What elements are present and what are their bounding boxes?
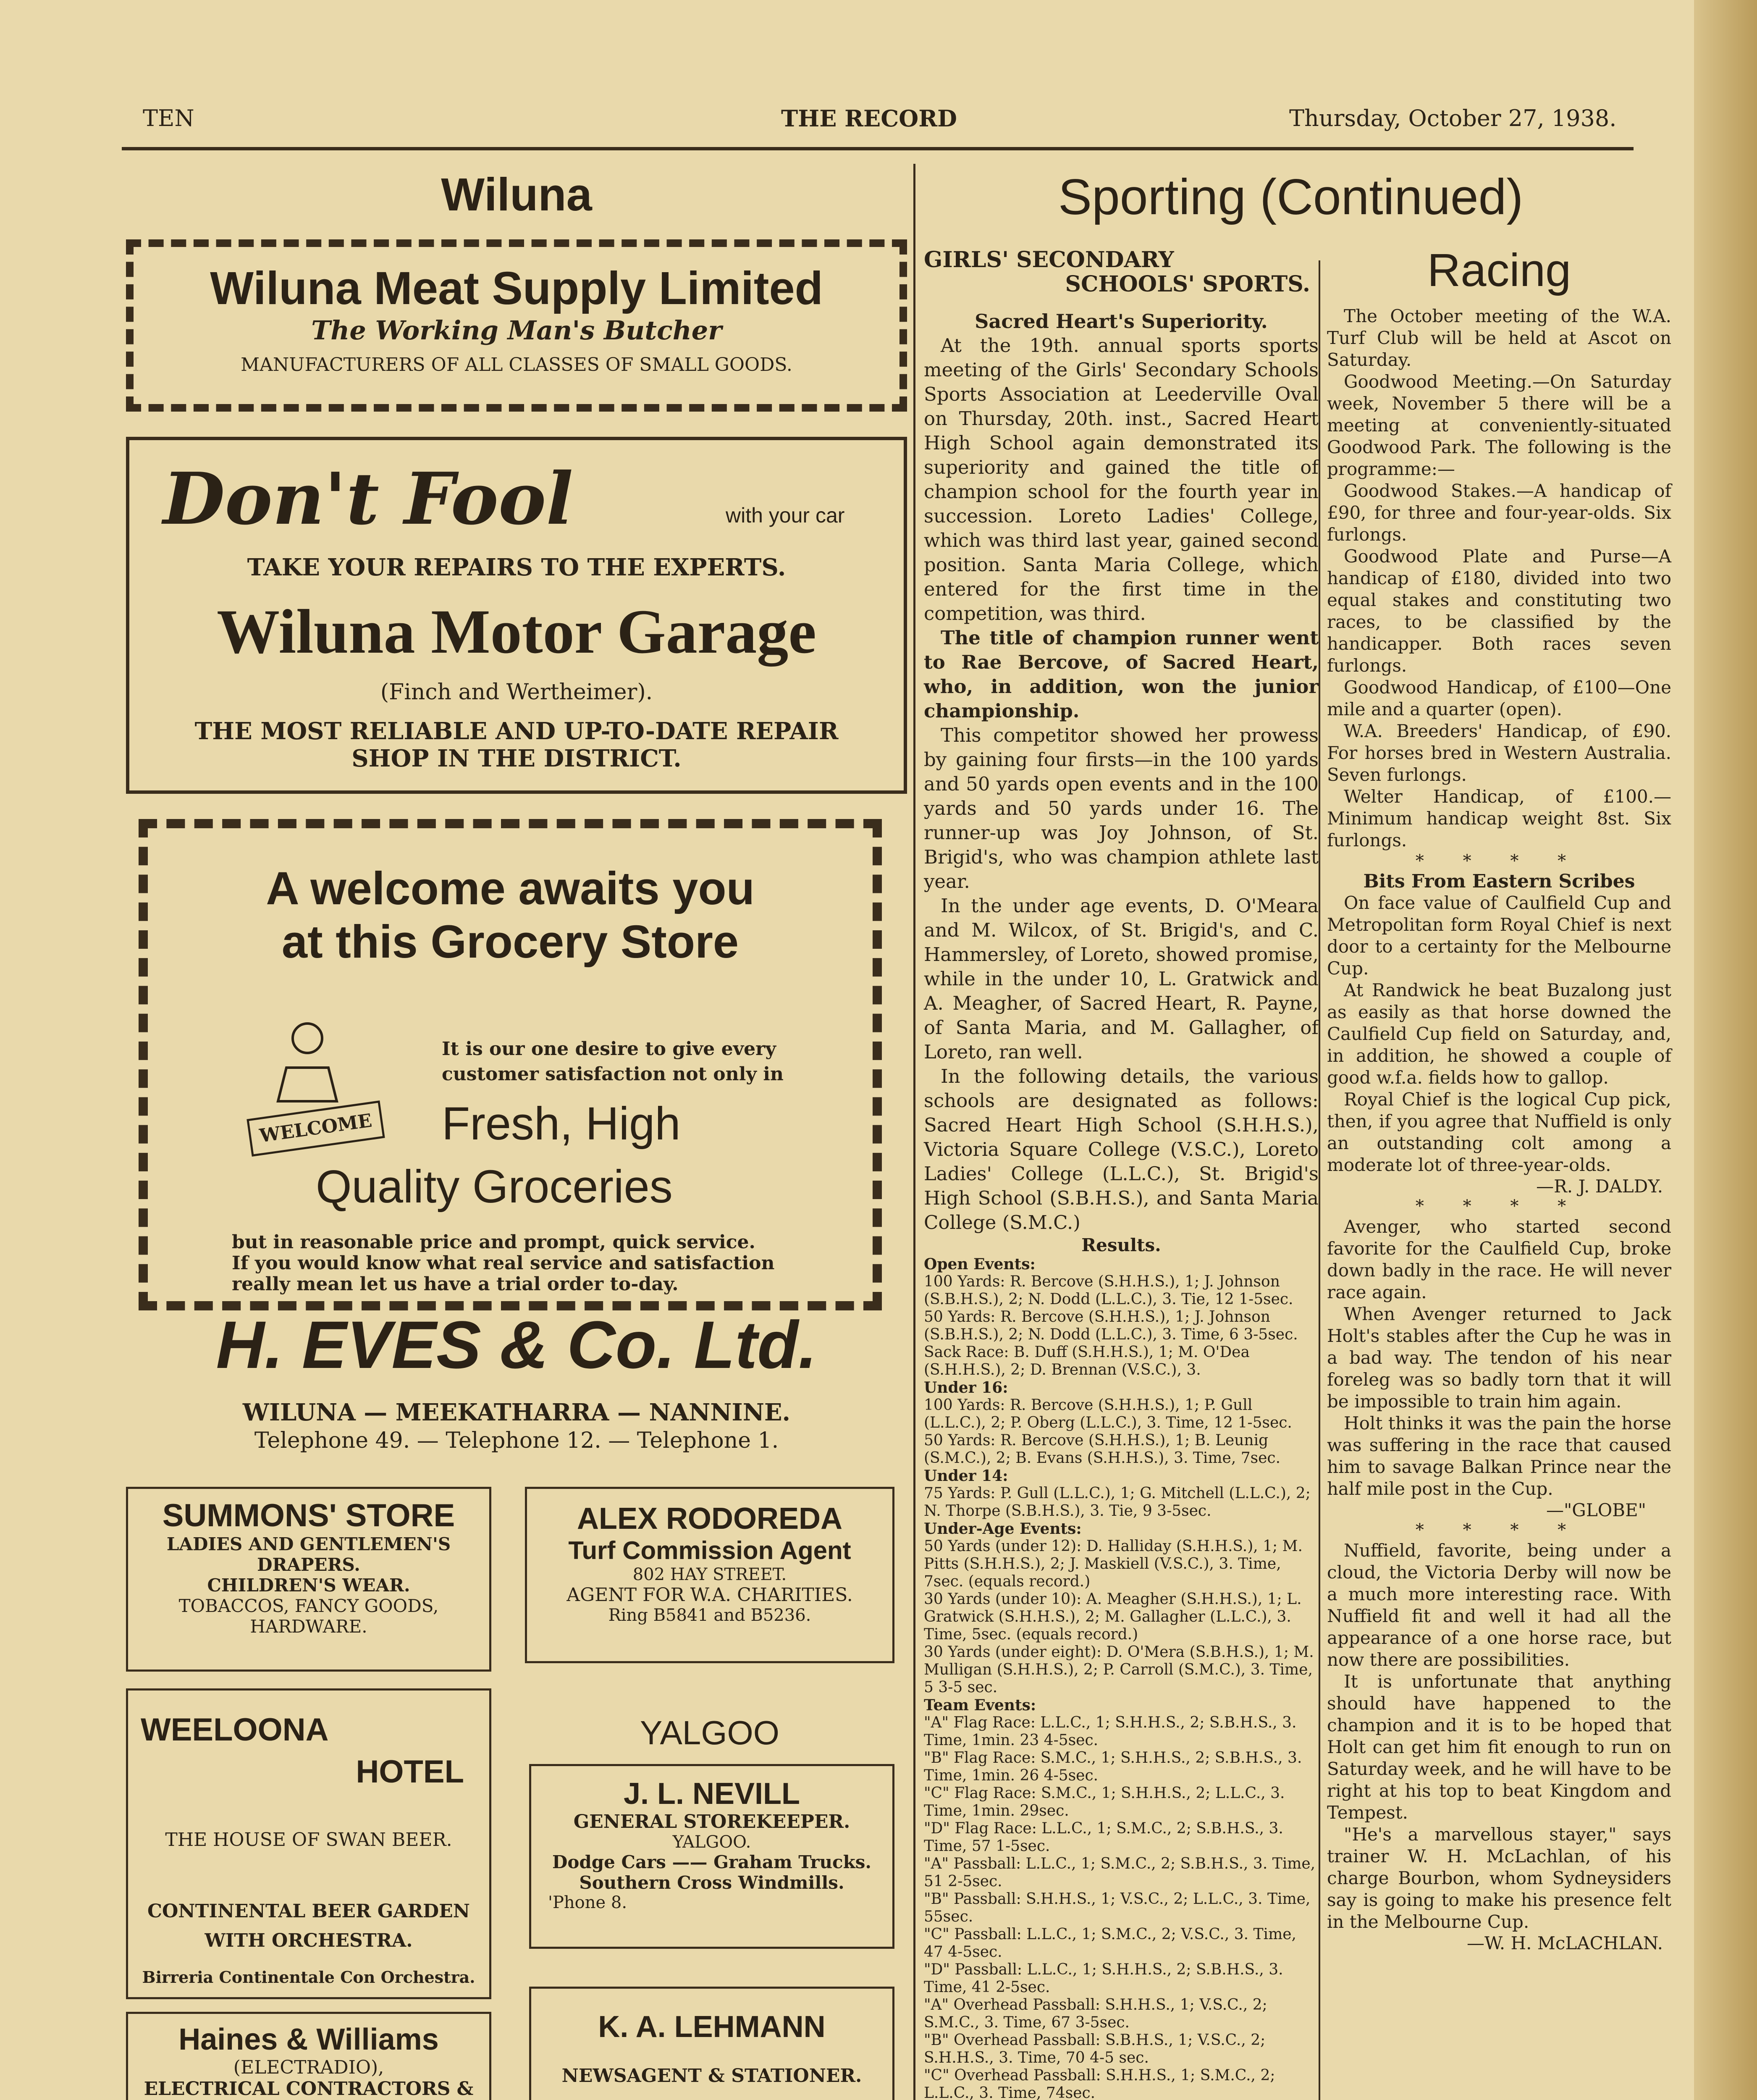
page-number: TEN (143, 105, 194, 131)
wiluna-heading: Wiluna (441, 169, 592, 220)
garage-tag2: SHOP IN THE DISTRICT. (351, 745, 682, 772)
racing-stars-2: * * * * (1415, 1197, 1583, 1216)
result-5: 50 Yards: R. Bercove (S.H.H.S.), 1; B. Leunig (S.M.C.), 2; B. Evans (S.H.H.S.), 3. Time, 7sec. (924, 1432, 1281, 1467)
racing-p16: "He's a marvellous stayer," says trainer W. H. McLachlan, of his charge Bourbon, whom Sydneysiders say is going to make his presence felt in the Melbourne Cup. (1327, 1824, 1671, 1932)
result-6: 75 Yards: P. Gull (L.L.C.), 1; G. Mitchell (L.L.C.), 2; N. Thorpe (S.B.H.S.), 3. Tie, 9 3-5sec. (924, 1485, 1311, 1520)
haines-title: Haines & Williams (178, 2023, 439, 2056)
lehmann-ad (529, 1987, 894, 2100)
racing-p11: Avenger, who started second favorite for the Caulfield Cup, broke down badly in the race. He will never race again. (1327, 1216, 1671, 1302)
racing-heading: Racing (1427, 244, 1571, 296)
result-2: 50 Yards: R. Bercove (S.H.H.S.), 1; J. Johnson (S.B.H.S.), 2; N. Dodd (L.L.C.), 3. Time, 6 3-5sec. (924, 1308, 1298, 1343)
grocery-but1: but in reasonable price and prompt, quick service. (232, 1231, 755, 1253)
garage-owners: (Finch and Wertheimer). (380, 680, 653, 705)
under-age: Under-Age Events: (924, 1520, 1082, 1538)
racing-p4: Goodwood Plate and Purse—A handicap of £180, divided into two equal stakes and constituting two races, to be classified by the handicapper. Both races seven furlongs. (1327, 546, 1671, 676)
weeloona-l1: THE HOUSE OF SWAN BEER. (165, 1829, 452, 1851)
nevill-l1: Dodge Cars —— Graham Trucks. (552, 1852, 871, 1872)
desire-line1: It is our one desire to give every (442, 1038, 776, 1060)
weeloona-l3: WITH ORCHESTRA. (205, 1930, 413, 1951)
sporting-p4: In the under age events, D. O'Meara and M. Wilcox, of St. Brigid's, and C. Hammersley, of Loreto, showed promise, while in the under 10, L. Gratwick and A. Meagher, of Sacred Heart, R. Payne, of Santa Maria, and M. Gallagher, of Loreto, ran well. (924, 895, 1319, 1063)
racing-sig3: —W. H. McLACHLAN. (1466, 1933, 1663, 1953)
result-20: "C" Overhead Passball: S.H.H.S., 1; S.M.C., 2; L.L.C., 3. Time, 74sec. (924, 2067, 1275, 2100)
sporting-subhead: Sacred Heart's Superiority. (975, 310, 1268, 333)
result-13: "D" Flag Race: L.L.C., 1; S.M.C., 2; S.B.H.S., 3. Time, 57 1-5sec. (924, 1820, 1283, 1855)
under-16: Under 16: (924, 1379, 1008, 1396)
top-rule (122, 147, 1634, 150)
fresh-high: Fresh, High (442, 1098, 681, 1150)
summons-ad (126, 1487, 491, 1672)
weeloona-title2: HOTEL (356, 1754, 464, 1790)
racing-p12: When Avenger returned to Jack Holt's stables after the Cup he was in a bad way. The tendon of his near foreleg was so badly torn that it will be impossible to train him again. (1327, 1304, 1671, 1412)
bits-heading: Bits From Eastern Scribes (1363, 871, 1635, 892)
repairs-line: TAKE YOUR REPAIRS TO THE EXPERTS. (247, 554, 786, 581)
quality-groceries: Quality Groceries (316, 1161, 673, 1213)
garage-ad (126, 437, 907, 794)
nevill-phone: 'Phone 8. (548, 1893, 627, 1912)
haines-sub: (ELECTRADIO), (233, 2057, 384, 2078)
summons-l2: DRAPERS. (257, 1554, 360, 1575)
result-9: 30 Yards (under eight): D. O'Mera (S.B.H.S.), 1; M. Mulligan (S.H.H.S.), 2; P. Carroll (S.M.C.), 3. Time, 5 3-5 sec. (924, 1643, 1314, 1696)
dont-fool: Don't Fool (163, 457, 573, 541)
result-11: "B" Flag Race: S.M.C., 1; S.H.H.S., 2; S.B.H.S., 3. Time, 1min. 26 4-5sec. (924, 1749, 1302, 1784)
weeloona-l2: CONTINENTAL BEER GARDEN (147, 1900, 470, 1922)
result-10: "A" Flag Race: L.L.C., 1; S.H.H.S., 2; S.B.H.S., 3. Time, 1min. 23 4-5sec. (924, 1714, 1297, 1749)
nevill-sub: GENERAL STOREKEEPER. (573, 1811, 850, 1832)
eves-company: H. EVES & Co. Ltd. (216, 1307, 817, 1382)
result-3: Sack Race: B. Duff (S.H.H.S.), 1; M. O'Dea (S.H.H.S.), 2; D. Brennan (V.S.C.), 3. (924, 1344, 1250, 1378)
result-19: "B" Overhead Passball: S.B.H.S., 1; V.S.C., 2; S.H.H.S., 3. Time, 70 4-5 sec. (924, 2032, 1266, 2066)
nevill-ad (529, 1764, 894, 1949)
result-8: 30 Yards (under 10): A. Meagher (S.H.H.S.), 1; L. Gratwick (S.H.H.S.), 2; M. Gallagher (L.L.C.), 3. Time, 5sec. (equals record.) (924, 1591, 1302, 1643)
lehmann-l1: NEWSAGENT & STATIONER. (561, 2065, 862, 2087)
meat-title: Wiluna Meat Supply Limited (210, 262, 823, 314)
racing-p8: On face value of Caulfield Cup and Metropolitan form Royal Chief is next door to a certainty for the Melbourne Cup. (1327, 892, 1671, 979)
welcome-mascot-icon (257, 1021, 358, 1105)
open-events: Open Events: (924, 1255, 1036, 1273)
garage-tag1: THE MOST RELIABLE AND UP-TO-DATE REPAIR (194, 717, 839, 745)
racing-p1: The October meeting of the W.A. Turf Club will be held at Ascot on Saturday. (1327, 306, 1671, 370)
rodoreda-sub: Turf Commission Agent (568, 1536, 851, 1564)
result-1: 100 Yards: R. Bercove (S.H.H.S.), 1; J. Johnson (S.B.H.S.), 2; N. Dodd (L.L.C.), 3. Tie, 12 1-5sec. (924, 1273, 1293, 1308)
result-4: 100 Yards: R. Bercove (S.H.H.S.), 1; P. Gull (L.L.C.), 2; P. Oberg (L.L.C.), 3. Time, 12 1-5sec. (924, 1396, 1292, 1431)
sporting-p3: This competitor showed her prowess by gaining four firsts—in the 100 yards and 50 yards open events and in the 100 yards and 50 yards under 16. The runner-up was Joy Johnson, of St. Brigid's, who was champion athlete last year. (924, 724, 1319, 892)
sporting-sub2: SCHOOLS' SPORTS. (1065, 271, 1310, 297)
with-your-car: with your car (726, 504, 845, 527)
result-17: "D" Passball: L.L.C., 1; S.H.H.S., 2; S.B.H.S., 3. Time, 41 2-5sec. (924, 1961, 1283, 1996)
rodoreda-ad (525, 1487, 894, 1663)
masthead (143, 105, 1629, 134)
racing-stars-3: * * * * (1415, 1520, 1583, 1540)
grocery-but2: If you would know what real service and satisfaction (232, 1252, 775, 1274)
sporting-p2: The title of champion runner went to Rae Bercove, of Sacred Heart, who, in addition, won the junior championship. (924, 627, 1319, 722)
rodoreda-addr: 802 HAY STREET. (632, 1565, 787, 1584)
rodoreda-agent: AGENT FOR W.A. CHARITIES. (566, 1584, 853, 1606)
racing-stars-1: * * * * (1415, 851, 1583, 871)
racing-column (1327, 244, 1671, 1953)
grocery-title1: A welcome awaits you (266, 863, 755, 914)
weeloona-l4: Birreria Continentale Con Orchestra. (142, 1968, 475, 1987)
desire-line2: customer satisfaction not only in (442, 1063, 784, 1085)
sporting-heading: Sporting (Continued) (1058, 169, 1524, 225)
weeloona-ad (126, 1688, 491, 1999)
eves-towns: WILUNA — MEEKATHARRA — NANNINE. (242, 1399, 791, 1426)
racing-p2: Goodwood Meeting.—On Saturday week, November 5 there will be a meeting at conveniently-situated Goodwood Park. The following is the programme:— (1327, 371, 1671, 479)
summons-l4: TOBACCOS, FANCY GOODS, (178, 1596, 439, 1616)
eves-phones: Telephone 49. — Telephone 12. — Telephone 1. (254, 1428, 779, 1453)
racing-p10: Royal Chief is the logical Cup pick, then, if you agree that Nuffield is only an outstanding colt among a moderate lot of three-year-olds. (1327, 1089, 1671, 1175)
summons-title: SUMMONS' STORE (162, 1498, 455, 1533)
meat-subtitle: The Working Man's Butcher (311, 315, 722, 346)
nevill-town: YALGOO. (672, 1832, 751, 1852)
racing-p5: Goodwood Handicap, of £100—One mile and a quarter (open). (1327, 677, 1671, 719)
team-events: Team Events: (924, 1696, 1036, 1714)
racing-sig2: —"GLOBE" (1546, 1500, 1646, 1520)
sporting-p1: At the 19th. annual sports sports meeting of the Girls' Secondary Schools Sports Association at Leederville Oval on Thursday, 20th. inst., Sacred Heart High School again demonstrated its superiority and gained the title of champion school for the fourth year in succession. Loreto Ladies' College, which was third last year, gained second position. Santa Maria College, which entered for the first time in the competition, was third. (924, 334, 1319, 625)
lehmann-title: K. A. LEHMANN (598, 2010, 826, 2044)
column-rule-2 (1319, 260, 1320, 2100)
results-heading: Results. (1081, 1235, 1161, 1255)
racing-p9: At Randwick he beat Buzalong just as easily as that horse downed the Caulfield Cup field on Saturday, and, in addition, he showed a couple of good w.f.a. fields how to gallop. (1327, 980, 1671, 1088)
racing-p15: It is unfortunate that anything should have happened to the champion and it is to be hoped that Holt can get him fit enough to run on Saturday week, and he will have to be right at his top to beat Kingdom and Tempest. (1327, 1671, 1671, 1823)
grocery-but3: really mean let us have a trial order to-day. (232, 1273, 679, 1295)
summons-l1: LADIES AND GENTLEMEN'S (166, 1534, 451, 1554)
column-rule-1 (913, 164, 915, 2100)
meat-supply-ad (126, 239, 907, 412)
page-edge (1694, 0, 1757, 2100)
issue-date: Thursday, October 27, 1938. (1289, 105, 1617, 131)
sporting-column (924, 248, 1319, 2100)
racing-p3: Goodwood Stakes.—A handicap of £90, for three and four-year-olds. Six furlongs. (1327, 480, 1671, 545)
nevill-l2: Southern Cross Windmills. (579, 1872, 844, 1893)
haines-ad (126, 2012, 491, 2100)
sporting-sub1: GIRLS' SECONDARY (924, 247, 1174, 273)
summons-l5: HARDWARE. (250, 1616, 367, 1637)
paper-name: THE RECORD (781, 105, 957, 132)
result-18: "A" Overhead Passball: S.H.H.S., 1; V.S.C., 2; S.M.C., 3. Time, 67 3-5sec. (924, 1996, 1267, 2031)
weeloona-title1: WEELOONA (141, 1712, 329, 1748)
nevill-title: J. L. NEVILL (623, 1777, 800, 1811)
rodoreda-title: ALEX RODOREDA (577, 1502, 843, 1536)
racing-sig1: —R. J. DALDY. (1536, 1176, 1663, 1197)
under-14: Under 14: (924, 1467, 1008, 1485)
racing-p7: Welter Handicap, of £100.—Minimum handicap weight 8st. Six furlongs. (1327, 786, 1671, 850)
grocery-title2: at this Grocery Store (281, 916, 739, 968)
sporting-p5: In the following details, the various schools are designated as follows: Sacred Heart High School (S.H.H.S.), Victoria Square College (V.S.C.), Loreto Ladies' College (L.L.C.), St. Brigid's High School (S.B.H.S.), and Santa Maria College (S.M.C.) (924, 1065, 1319, 1234)
result-7: 50 Yards (under 12): D. Halliday (S.H.H.S.), 1; M. Pitts (S.H.H.S.), 2; J. Maskiell (V.S.C.), 3. Time, 7sec. (equals record.) (924, 1538, 1303, 1590)
racing-p14: Nuffield, favorite, being under a cloud, the Victoria Derby will now be a much more interesting race. With Nuffield fit and well it had all the appearance of a one horse race, but now there are possibilities. (1327, 1540, 1671, 1670)
result-16: "C" Passball: L.L.C., 1; S.M.C., 2; V.S.C., 3. Time, 47 4-5sec. (924, 1926, 1296, 1961)
yalgoo-heading: YALGOO (640, 1714, 779, 1751)
racing-p13: Holt thinks it was the pain the horse was suffering in the race that caused him to savage Balkan Prince near the half mile post in the Cup. (1327, 1413, 1671, 1499)
summons-l3: CHILDREN'S WEAR. (207, 1575, 410, 1596)
racing-p6: W.A. Breeders' Handicap, of £90. For horses bred in Western Australia. Seven furlongs. (1327, 721, 1671, 785)
welcome-sign: WELCOME (247, 1100, 385, 1157)
result-14: "A" Passball: L.L.C., 1; S.M.C., 2; S.B.H.S., 3. Time, 51 2-5sec. (924, 1855, 1316, 1890)
result-15: "B" Passball: S.H.H.S., 1; V.S.C., 2; L.L.C., 3. Time, 55sec. (924, 1890, 1311, 1925)
meat-line: MANUFACTURERS OF ALL CLASSES OF SMALL GOODS. (241, 354, 792, 375)
haines-l1: ELECTRICAL CONTRACTORS & (144, 2078, 474, 2100)
result-12: "C" Flag Race: S.M.C., 1; S.H.H.S., 2; L.L.C., 3. Time, 1min. 29sec. (924, 1785, 1285, 1819)
rodoreda-ring: Ring B5841 and B5236. (608, 1606, 811, 1625)
grocery-ad (139, 819, 882, 1310)
garage-name: Wiluna Motor Garage (217, 597, 816, 667)
